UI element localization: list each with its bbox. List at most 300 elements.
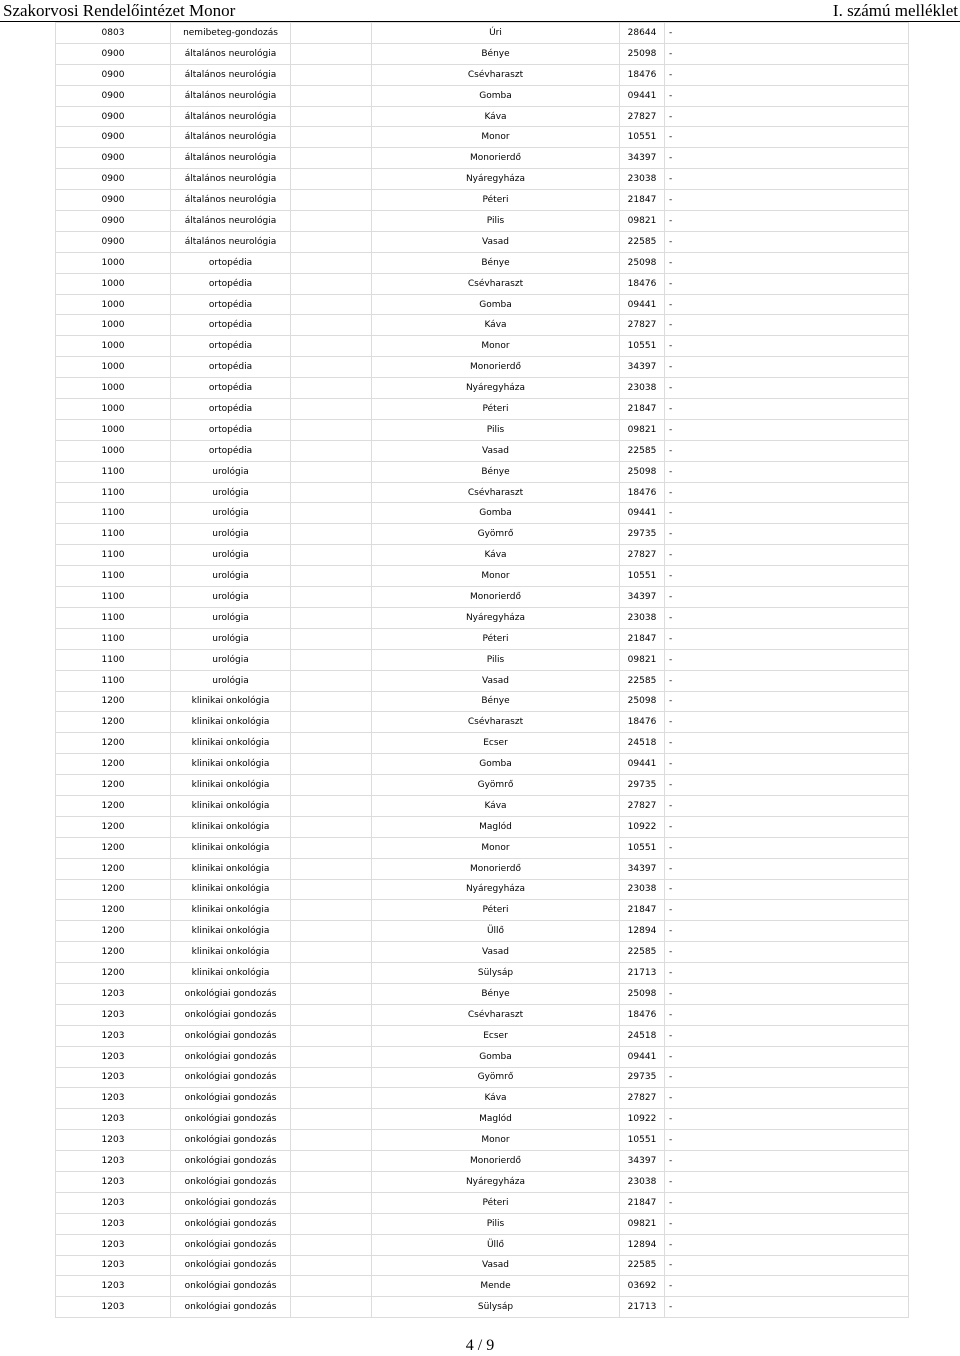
specialty-name-cell: általános neurológia — [171, 148, 291, 169]
specialty-code-cell: 1203 — [56, 1192, 171, 1213]
spacer-cell — [291, 503, 372, 524]
table-row — [56, 775, 909, 796]
settlement-cell: Monor — [372, 336, 620, 357]
specialty-name-cell: onkológiai gondozás — [171, 983, 291, 1004]
note-cell: - — [665, 1046, 909, 1067]
spacer-cell — [291, 775, 372, 796]
spacer-cell — [291, 357, 372, 378]
specialty-name-cell: klinikai onkológia — [171, 795, 291, 816]
specialty-code-cell: 1203 — [56, 983, 171, 1004]
note-cell: - — [665, 566, 909, 587]
note-cell: - — [665, 1025, 909, 1046]
specialty-code-cell: 1203 — [56, 1046, 171, 1067]
settlement-cell: Káva — [372, 795, 620, 816]
table-row — [56, 190, 909, 211]
settlement-code-cell: 25098 — [620, 461, 665, 482]
settlement-code-cell: 21713 — [620, 963, 665, 984]
table-row — [56, 983, 909, 1004]
specialty-code-cell: 0900 — [56, 85, 171, 106]
table-row — [56, 691, 909, 712]
table-row — [56, 712, 909, 733]
page-number: 4 / 9 — [465, 1337, 495, 1354]
table-row — [56, 378, 909, 399]
table-row — [56, 148, 909, 169]
settlement-code-cell: 24518 — [620, 733, 665, 754]
settlement-cell: Káva — [372, 545, 620, 566]
specialty-name-cell: ortopédia — [171, 357, 291, 378]
note-cell: - — [665, 378, 909, 399]
note-cell: - — [665, 795, 909, 816]
settlement-cell: Gomba — [372, 1046, 620, 1067]
specialty-name-cell: általános neurológia — [171, 106, 291, 127]
specialty-code-cell: 1100 — [56, 503, 171, 524]
settlement-code-cell: 18476 — [620, 64, 665, 85]
spacer-cell — [291, 378, 372, 399]
spacer-cell — [291, 85, 372, 106]
settlement-code-cell: 18476 — [620, 712, 665, 733]
note-cell: - — [665, 252, 909, 273]
specialty-code-cell: 0900 — [56, 64, 171, 85]
table-row — [56, 524, 909, 545]
spacer-cell — [291, 1130, 372, 1151]
specialty-code-cell: 1200 — [56, 963, 171, 984]
spacer-cell — [291, 336, 372, 357]
note-cell: - — [665, 399, 909, 420]
settlement-code-cell: 21847 — [620, 628, 665, 649]
specialty-code-cell: 1203 — [56, 1151, 171, 1172]
table-row — [56, 879, 909, 900]
note-cell: - — [665, 607, 909, 628]
table-row — [56, 900, 909, 921]
settlement-code-cell: 28644 — [620, 23, 665, 44]
specialty-code-cell: 1100 — [56, 545, 171, 566]
settlement-code-cell: 21847 — [620, 399, 665, 420]
settlement-code-cell: 12894 — [620, 921, 665, 942]
settlement-cell: Monor — [372, 837, 620, 858]
settlement-code-cell: 10551 — [620, 336, 665, 357]
header-annex-label: I. számú melléklet — [832, 1, 958, 20]
specialty-code-cell: 1200 — [56, 837, 171, 858]
specialty-name-cell: általános neurológia — [171, 43, 291, 64]
settlement-cell: Gyömrő — [372, 1067, 620, 1088]
settlement-code-cell: 18476 — [620, 1004, 665, 1025]
note-cell: - — [665, 43, 909, 64]
settlement-code-cell: 23038 — [620, 169, 665, 190]
spacer-cell — [291, 211, 372, 232]
spacer-cell — [291, 23, 372, 44]
settlement-cell: Csévharaszt — [372, 273, 620, 294]
note-cell: - — [665, 1213, 909, 1234]
settlement-code-cell: 25098 — [620, 983, 665, 1004]
spacer-cell — [291, 524, 372, 545]
specialty-code-cell: 1000 — [56, 252, 171, 273]
note-cell: - — [665, 670, 909, 691]
settlement-code-cell: 22585 — [620, 440, 665, 461]
table-row — [56, 816, 909, 837]
settlement-cell: Monorierdő — [372, 357, 620, 378]
settlement-code-cell: 23038 — [620, 879, 665, 900]
spacer-cell — [291, 921, 372, 942]
note-cell: - — [665, 963, 909, 984]
specialty-name-cell: urológia — [171, 649, 291, 670]
specialty-code-cell: 1200 — [56, 733, 171, 754]
specialty-code-cell: 1200 — [56, 754, 171, 775]
settlement-code-cell: 21847 — [620, 190, 665, 211]
table-row — [56, 858, 909, 879]
specialty-code-cell: 1200 — [56, 795, 171, 816]
specialty-name-cell: onkológiai gondozás — [171, 1067, 291, 1088]
specialty-name-cell: onkológiai gondozás — [171, 1046, 291, 1067]
settlement-code-cell: 09821 — [620, 1213, 665, 1234]
specialty-name-cell: onkológiai gondozás — [171, 1213, 291, 1234]
table-row — [56, 545, 909, 566]
specialty-name-cell: onkológiai gondozás — [171, 1276, 291, 1297]
specialty-code-cell: 1000 — [56, 273, 171, 294]
note-cell: - — [665, 712, 909, 733]
settlement-cell: Pilis — [372, 649, 620, 670]
table-row — [56, 649, 909, 670]
specialty-code-cell: 0900 — [56, 43, 171, 64]
spacer-cell — [291, 900, 372, 921]
spacer-cell — [291, 1025, 372, 1046]
settlement-code-cell: 10922 — [620, 816, 665, 837]
specialty-code-cell: 1000 — [56, 399, 171, 420]
spacer-cell — [291, 1067, 372, 1088]
settlement-cell: Káva — [372, 106, 620, 127]
settlement-cell: Pilis — [372, 419, 620, 440]
spacer-cell — [291, 545, 372, 566]
specialty-code-cell: 1200 — [56, 775, 171, 796]
specialty-name-cell: urológia — [171, 503, 291, 524]
specialty-name-cell: általános neurológia — [171, 64, 291, 85]
table-row — [56, 169, 909, 190]
specialty-code-cell: 1100 — [56, 607, 171, 628]
table-row — [56, 587, 909, 608]
settlement-cell: Monor — [372, 1130, 620, 1151]
settlement-code-cell: 12894 — [620, 1234, 665, 1255]
spacer-cell — [291, 1151, 372, 1172]
settlement-cell: Csévharaszt — [372, 1004, 620, 1025]
table-row — [56, 733, 909, 754]
settlement-cell: Gomba — [372, 85, 620, 106]
table-row — [56, 1004, 909, 1025]
note-cell: - — [665, 106, 909, 127]
note-cell: - — [665, 23, 909, 44]
specialty-name-cell: klinikai onkológia — [171, 879, 291, 900]
settlement-cell: Monorierdő — [372, 1151, 620, 1172]
note-cell: - — [665, 1130, 909, 1151]
settlement-cell: Bénye — [372, 691, 620, 712]
settlement-code-cell: 10551 — [620, 837, 665, 858]
specialty-code-cell: 1100 — [56, 628, 171, 649]
spacer-cell — [291, 587, 372, 608]
note-cell: - — [665, 628, 909, 649]
spacer-cell — [291, 754, 372, 775]
table-row — [56, 1255, 909, 1276]
specialty-code-cell: 0900 — [56, 127, 171, 148]
spacer-cell — [291, 963, 372, 984]
settlement-code-cell: 18476 — [620, 273, 665, 294]
settlement-cell: Gomba — [372, 503, 620, 524]
specialty-name-cell: ortopédia — [171, 252, 291, 273]
specialty-name-cell: klinikai onkológia — [171, 775, 291, 796]
settlement-code-cell: 34397 — [620, 357, 665, 378]
note-cell: - — [665, 148, 909, 169]
specialty-name-cell: klinikai onkológia — [171, 900, 291, 921]
note-cell: - — [665, 64, 909, 85]
table-row — [56, 566, 909, 587]
settlement-code-cell: 23038 — [620, 607, 665, 628]
service-area-table-container — [55, 22, 908, 1318]
settlement-code-cell: 21713 — [620, 1297, 665, 1318]
settlement-cell: Ecser — [372, 1025, 620, 1046]
table-row — [56, 315, 909, 336]
specialty-code-cell: 1000 — [56, 440, 171, 461]
note-cell: - — [665, 440, 909, 461]
specialty-code-cell: 1100 — [56, 524, 171, 545]
settlement-code-cell: 09821 — [620, 211, 665, 232]
note-cell: - — [665, 315, 909, 336]
note-cell: - — [665, 733, 909, 754]
specialty-code-cell: 1200 — [56, 900, 171, 921]
spacer-cell — [291, 1255, 372, 1276]
note-cell: - — [665, 1151, 909, 1172]
settlement-code-cell: 27827 — [620, 545, 665, 566]
note-cell: - — [665, 942, 909, 963]
settlement-code-cell: 23038 — [620, 1171, 665, 1192]
settlement-cell: Pilis — [372, 1213, 620, 1234]
specialty-code-cell: 1203 — [56, 1234, 171, 1255]
specialty-name-cell: klinikai onkológia — [171, 733, 291, 754]
specialty-code-cell: 1200 — [56, 691, 171, 712]
specialty-code-cell: 1100 — [56, 587, 171, 608]
spacer-cell — [291, 670, 372, 691]
table-row — [56, 1276, 909, 1297]
note-cell: - — [665, 775, 909, 796]
settlement-code-cell: 09441 — [620, 85, 665, 106]
specialty-code-cell: 1200 — [56, 879, 171, 900]
specialty-code-cell: 1000 — [56, 378, 171, 399]
specialty-name-cell: urológia — [171, 628, 291, 649]
note-cell: - — [665, 1276, 909, 1297]
spacer-cell — [291, 1213, 372, 1234]
specialty-name-cell: ortopédia — [171, 440, 291, 461]
note-cell: - — [665, 190, 909, 211]
settlement-code-cell: 09821 — [620, 649, 665, 670]
specialty-code-cell: 0900 — [56, 211, 171, 232]
note-cell: - — [665, 294, 909, 315]
settlement-cell: Ecser — [372, 733, 620, 754]
specialty-name-cell: klinikai onkológia — [171, 921, 291, 942]
settlement-cell: Csévharaszt — [372, 64, 620, 85]
specialty-name-cell: általános neurológia — [171, 85, 291, 106]
page-header — [0, 0, 960, 22]
specialty-code-cell: 1203 — [56, 1255, 171, 1276]
settlement-cell: Monor — [372, 127, 620, 148]
spacer-cell — [291, 315, 372, 336]
settlement-code-cell: 21847 — [620, 900, 665, 921]
table-row — [56, 628, 909, 649]
settlement-cell: Gomba — [372, 754, 620, 775]
settlement-code-cell: 25098 — [620, 43, 665, 64]
specialty-code-cell: 0900 — [56, 169, 171, 190]
note-cell: - — [665, 900, 909, 921]
note-cell: - — [665, 336, 909, 357]
note-cell: - — [665, 1004, 909, 1025]
note-cell: - — [665, 524, 909, 545]
specialty-name-cell: urológia — [171, 587, 291, 608]
settlement-code-cell: 29735 — [620, 1067, 665, 1088]
settlement-cell: Mende — [372, 1276, 620, 1297]
note-cell: - — [665, 754, 909, 775]
spacer-cell — [291, 942, 372, 963]
specialty-code-cell: 1100 — [56, 670, 171, 691]
settlement-cell: Nyáregyháza — [372, 378, 620, 399]
table-row — [56, 252, 909, 273]
spacer-cell — [291, 607, 372, 628]
specialty-code-cell: 0900 — [56, 231, 171, 252]
specialty-code-cell: 1203 — [56, 1213, 171, 1234]
specialty-name-cell: onkológiai gondozás — [171, 1234, 291, 1255]
table-row — [56, 294, 909, 315]
settlement-code-cell: 29735 — [620, 524, 665, 545]
specialty-code-cell: 1000 — [56, 357, 171, 378]
spacer-cell — [291, 691, 372, 712]
table-row — [56, 461, 909, 482]
specialty-code-cell: 1100 — [56, 649, 171, 670]
settlement-cell: Péteri — [372, 190, 620, 211]
specialty-code-cell: 1203 — [56, 1109, 171, 1130]
settlement-code-cell: 25098 — [620, 691, 665, 712]
settlement-cell: Monorierdő — [372, 148, 620, 169]
settlement-code-cell: 27827 — [620, 315, 665, 336]
note-cell: - — [665, 503, 909, 524]
spacer-cell — [291, 1109, 372, 1130]
specialty-name-cell: onkológiai gondozás — [171, 1171, 291, 1192]
specialty-name-cell: onkológiai gondozás — [171, 1192, 291, 1213]
settlement-cell: Nyáregyháza — [372, 607, 620, 628]
spacer-cell — [291, 273, 372, 294]
spacer-cell — [291, 294, 372, 315]
specialty-name-cell: onkológiai gondozás — [171, 1297, 291, 1318]
specialty-name-cell: nemibeteg-gondozás — [171, 23, 291, 44]
settlement-code-cell: 25098 — [620, 252, 665, 273]
spacer-cell — [291, 816, 372, 837]
spacer-cell — [291, 1297, 372, 1318]
specialty-name-cell: általános neurológia — [171, 211, 291, 232]
settlement-code-cell: 24518 — [620, 1025, 665, 1046]
table-row — [56, 211, 909, 232]
table-row — [56, 231, 909, 252]
table-row — [56, 1025, 909, 1046]
table-row — [56, 273, 909, 294]
spacer-cell — [291, 252, 372, 273]
settlement-cell: Péteri — [372, 900, 620, 921]
settlement-code-cell: 09441 — [620, 1046, 665, 1067]
settlement-cell: Vasad — [372, 440, 620, 461]
note-cell: - — [665, 211, 909, 232]
table-body — [56, 23, 909, 1318]
spacer-cell — [291, 879, 372, 900]
settlement-code-cell: 22585 — [620, 942, 665, 963]
specialty-name-cell: klinikai onkológia — [171, 712, 291, 733]
note-cell: - — [665, 858, 909, 879]
note-cell: - — [665, 482, 909, 503]
table-row — [56, 1151, 909, 1172]
specialty-code-cell: 1203 — [56, 1297, 171, 1318]
note-cell: - — [665, 357, 909, 378]
table-row — [56, 23, 909, 44]
settlement-code-cell: 27827 — [620, 795, 665, 816]
specialty-name-cell: ortopédia — [171, 294, 291, 315]
specialty-code-cell: 0900 — [56, 190, 171, 211]
specialty-code-cell: 1200 — [56, 921, 171, 942]
specialty-name-cell: onkológiai gondozás — [171, 1025, 291, 1046]
specialty-name-cell: onkológiai gondozás — [171, 1151, 291, 1172]
specialty-code-cell: 0803 — [56, 23, 171, 44]
settlement-code-cell: 10551 — [620, 1130, 665, 1151]
specialty-name-cell: urológia — [171, 566, 291, 587]
spacer-cell — [291, 1088, 372, 1109]
table-row — [56, 670, 909, 691]
specialty-name-cell: urológia — [171, 545, 291, 566]
specialty-name-cell: onkológiai gondozás — [171, 1088, 291, 1109]
spacer-cell — [291, 1004, 372, 1025]
specialty-code-cell: 1100 — [56, 566, 171, 587]
specialty-name-cell: onkológiai gondozás — [171, 1130, 291, 1151]
specialty-code-cell: 0900 — [56, 106, 171, 127]
specialty-code-cell: 1203 — [56, 1171, 171, 1192]
note-cell: - — [665, 1192, 909, 1213]
spacer-cell — [291, 419, 372, 440]
table-row — [56, 607, 909, 628]
settlement-cell: Üllő — [372, 1234, 620, 1255]
specialty-name-cell: onkológiai gondozás — [171, 1109, 291, 1130]
note-cell: - — [665, 1255, 909, 1276]
table-row — [56, 482, 909, 503]
note-cell: - — [665, 587, 909, 608]
table-row — [56, 440, 909, 461]
specialty-code-cell: 1200 — [56, 816, 171, 837]
note-cell: - — [665, 983, 909, 1004]
spacer-cell — [291, 482, 372, 503]
spacer-cell — [291, 1192, 372, 1213]
specialty-code-cell: 0900 — [56, 148, 171, 169]
table-row — [56, 1046, 909, 1067]
settlement-cell: Csévharaszt — [372, 712, 620, 733]
specialty-name-cell: ortopédia — [171, 273, 291, 294]
settlement-cell: Monor — [372, 566, 620, 587]
settlement-cell: Nyáregyháza — [372, 169, 620, 190]
settlement-cell: Péteri — [372, 628, 620, 649]
note-cell: - — [665, 837, 909, 858]
settlement-cell: Vasad — [372, 1255, 620, 1276]
specialty-code-cell: 1203 — [56, 1130, 171, 1151]
note-cell: - — [665, 1088, 909, 1109]
settlement-code-cell: 10551 — [620, 566, 665, 587]
specialty-code-cell: 1200 — [56, 712, 171, 733]
table-row — [56, 127, 909, 148]
table-row — [56, 754, 909, 775]
table-row — [56, 921, 909, 942]
settlement-cell: Maglód — [372, 816, 620, 837]
note-cell: - — [665, 1109, 909, 1130]
specialty-code-cell: 1203 — [56, 1276, 171, 1297]
settlement-cell: Bénye — [372, 252, 620, 273]
spacer-cell — [291, 795, 372, 816]
table-row — [56, 64, 909, 85]
settlement-cell: Maglód — [372, 1109, 620, 1130]
